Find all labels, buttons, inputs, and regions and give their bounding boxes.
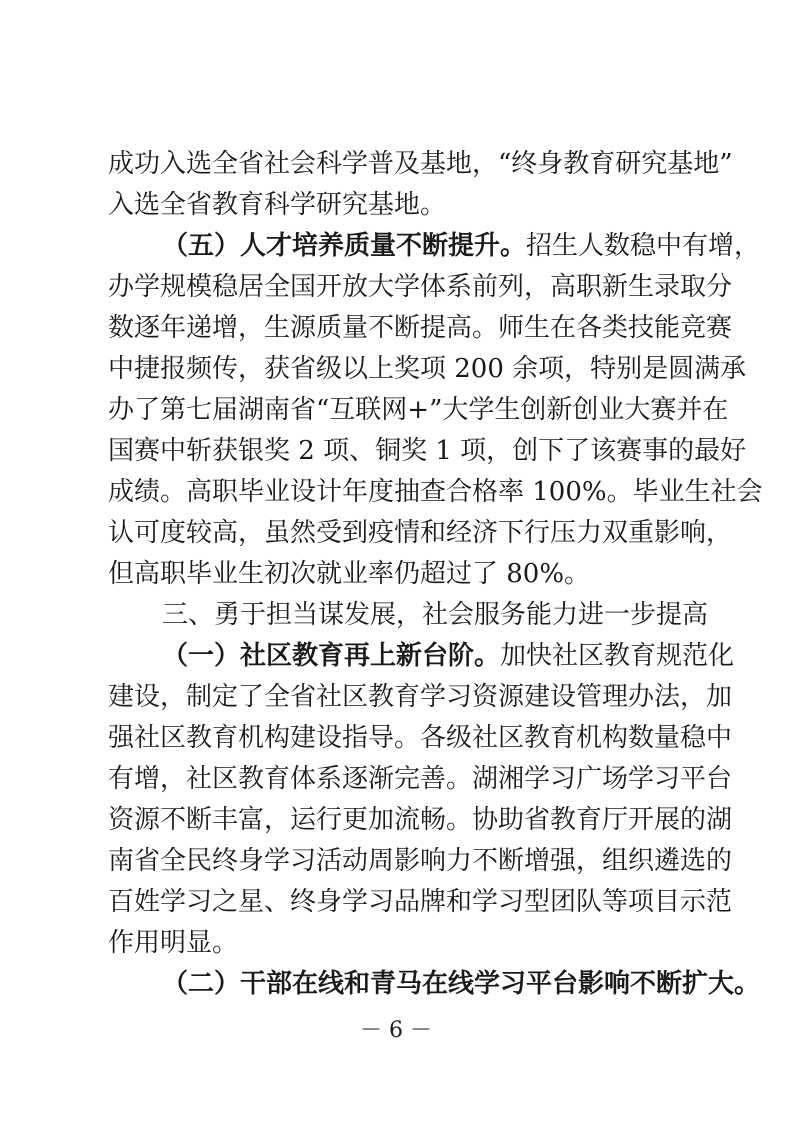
paragraph-3-line-3: 强社区教育机构建设指导。各级社区教育机构数量稳中	[108, 723, 733, 753]
paragraph-4-lead: （二）干部在线和青马在线学习平台影响不断扩大。	[162, 969, 761, 999]
paragraph-3-line-1	[162, 639, 735, 673]
paragraph-2-line-6: 国赛中斩获银奖 2 项、铜奖 1 项，创下了该赛事的最好	[108, 436, 747, 466]
paragraph-1-line-2: 入选全省教育科学研究基地。	[108, 190, 447, 220]
paragraph-2-lead: （五）人才培养质量不断提升。	[162, 231, 527, 261]
paragraph-2-line-7: 成绩。高职毕业设计年度抽查合格率 100%。毕业生社会	[108, 477, 763, 507]
paragraph-2-line-4: 中捷报频传，获省级以上奖项 200 余项，特别是圆满承	[108, 354, 747, 384]
paragraph-3-line-5: 资源不断丰富，运行更加流畅。协助省教育厅开展的湖	[108, 805, 733, 835]
paragraph-2-line-9: 但高职毕业生初次就业率仍超过了 80%。	[108, 559, 591, 589]
paragraph-2-line-2: 办学规模稳居全国开放大学体系前列，高职新生录取分	[108, 272, 733, 302]
paragraph-2-line-5: 办了第七届湖南省“互联网+”大学生创新创业大赛并在	[108, 395, 729, 425]
paragraph-3-line-2: 建设，制定了全省社区教育学习资源建设管理办法，加	[108, 682, 733, 712]
section-heading-3: 三、勇于担当谋发展，社会服务能力进一步提高	[162, 600, 709, 630]
paragraph-3-line-7: 百姓学习之星、终身学习品牌和学习型团队等项目示范	[108, 887, 733, 917]
paragraph-3-lead: （一）社区教育再上新台阶。	[162, 641, 501, 671]
paragraph-2-line-3: 数逐年递增，生源质量不断提高。师生在各类技能竞赛	[108, 313, 733, 343]
paragraph-2-lead-rest: 招生人数稳中有增，	[526, 231, 761, 261]
paragraph-3-line-4: 有增，社区教育体系逐渐完善。湖湘学习广场学习平台	[108, 764, 733, 794]
paragraph-4-line-1	[162, 967, 761, 1001]
paragraph-3-lead-rest: 加快社区教育规范化	[500, 641, 735, 671]
paragraph-3-line-6: 南省全民终身学习活动周影响力不断增强，组织遴选的	[108, 846, 733, 876]
page-number: － 6 －	[360, 1018, 432, 1043]
paragraph-3-line-8: 作用明显。	[108, 928, 239, 958]
paragraph-2-line-8: 认可度较高，虽然受到疫情和经济下行压力双重影响，	[108, 518, 733, 548]
paragraph-1-line-1: 成功入选全省社会科学普及基地，“终身教育研究基地”	[108, 149, 733, 179]
paragraph-2-line-1	[162, 229, 761, 263]
